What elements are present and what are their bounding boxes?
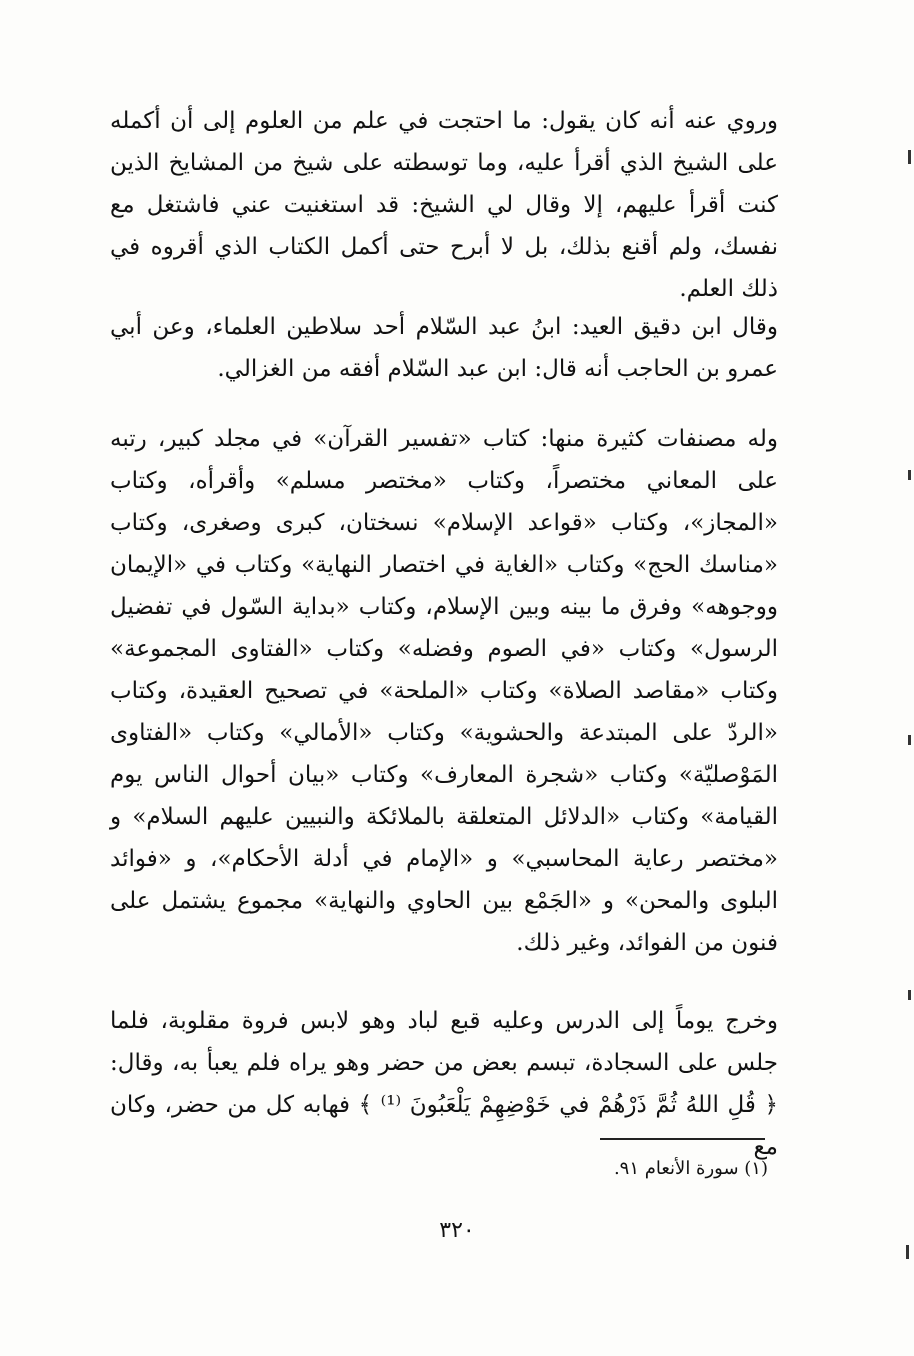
- paragraph-scholar-praise: [110, 306, 778, 390]
- scan-edge-mark-middle: [908, 735, 911, 745]
- scan-edge-mark-bottom: [906, 1245, 909, 1259]
- paragraph-lesson-story: [110, 1000, 778, 1168]
- footnote: (١) سورة الأنعام ٩١.: [613, 1158, 768, 1179]
- paragraph-study-habits: [110, 100, 778, 310]
- scan-edge-mark-top: [908, 150, 911, 164]
- scan-edge-mark-upper: [908, 470, 911, 480]
- paragraph-4: وخرج يوماً إلى الدرس وعليه قبع لباد وهو لابس فروة مقلوبة، فلما جلس على السجادة، تبسم بعض من حضر وهو يراه فلم يعبأ به، وقال: ﴿ قُلِ اللهُ ثُمَّ ذَرْهُمْ في خَوْضِهِمْ يَلْعَبُونَ ⁽¹⁾ ﴾ فهابه كل من حضر، وكان مع: [110, 1008, 778, 1160]
- paragraph-works-list: [110, 418, 778, 964]
- footnote-divider: [600, 1138, 765, 1140]
- scan-edge-mark-lower: [908, 990, 911, 1000]
- paragraph-1: وروي عنه أنه كان يقول: ما احتجت في علم من العلوم إلى أن أكمله على الشيخ الذي أقرأ عليه، وما توسطته على شيخ من المشايخ الذين كنت أقرأ عليهم، إلا وقال لي الشيخ: قد استغنيت عني فاشتغل مع نفسك، ولم أقنع بذلك، بل لا أبرح حتى أكمل الكتاب الذي أقروه في ذلك العلم.: [110, 108, 778, 302]
- paragraph-3: وله مصنفات كثيرة منها: كتاب «تفسير القرآن» في مجلد كبير، رتبه على المعاني مختصراً، وكتاب «مختصر مسلم» وأقرأه، وكتاب «المجاز»، وكتاب «قواعد الإسلام» نسختان، كبرى وصغرى، وكتاب «مناسك الحج» وكتاب «الغاية في اختصار النهاية» وكتاب في «الإيمان ووجوهه» وفرق ما بينه وبين الإسلام، وكتاب «بداية السّول في تفضيل الرسول» وكتاب «في الصوم وفضله» وكتاب «الفتاوى المجموعة» وكتاب «مقاصد الصلاة» وكتاب «الملحة» في تصحيح العقيدة، وكتاب «الردّ على المبتدعة والحشوية» وكتاب «الأمالي» وكتاب «الفتاوى المَوْصليّة» وكتاب «شجرة المعارف» وكتاب «بيان أحوال الناس يوم القيامة» وكتاب «الدلائل المتعلقة بالملائكة والنبيين عليهم السلام» و «مختصر رعاية المحاسبي» و «الإمام في أدلة الأحكام»، و «فوائد البلوى والمحن» و «الجَمْع بين الحاوي والنهاية» مجموع يشتمل على فنون من الفوائد، وغير ذلك.: [110, 426, 778, 956]
- page-number: ٣٢٠: [439, 1218, 475, 1243]
- paragraph-2: وقال ابن دقيق العيد: ابنُ عبد السّلام أحد سلاطين العلماء، وعن أبي عمرو بن الحاجب أنه قال: ابن عبد السّلام أفقه من الغزالي.: [110, 314, 778, 382]
